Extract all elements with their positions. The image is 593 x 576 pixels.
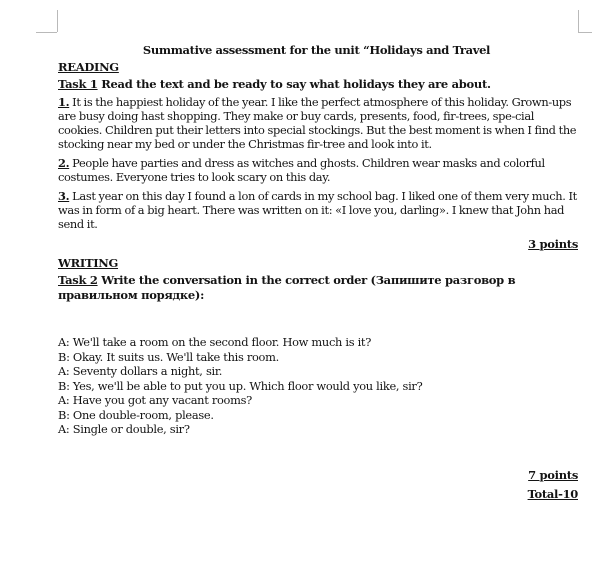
reading-paragraph-2 — [58, 156, 578, 184]
reading-paragraph-1 — [58, 95, 578, 151]
total-points: Total-10 — [527, 487, 578, 501]
paragraph-number: 3. — [58, 189, 70, 203]
task-2-number: Task 2 — [58, 273, 98, 287]
task-2-text: Write the conversation in the correct order (Запишите разговор в правильном порядке): — [58, 273, 516, 302]
task-2-instruction — [58, 273, 563, 303]
document-title: Summative assessment for the unit “Holidays and Travel — [142, 43, 491, 57]
writing-points: 7 points — [528, 468, 578, 482]
page-corner-mark-top-right — [578, 32, 592, 33]
task-1-number: Task 1 — [58, 77, 98, 91]
reading-points: 3 points — [528, 237, 578, 251]
conversation-line: B: Yes, we'll be able to put you up. Which floor would you like, sir? — [58, 378, 423, 393]
writing-heading: WRITING — [58, 256, 119, 270]
paragraph-text: Last year on this day I found a lon of cards in my school bag. I liked one of them very much. It was in form of a big heart. There was written on it: «I love you, darling». I knew that John had send it. — [58, 189, 577, 232]
task-1-text: Read the text and be ready to say what holidays they are about. — [97, 77, 491, 91]
paragraph-text: People have parties and dress as witches and ghosts. Children wear masks and colorful costumes. Everyone tries to look scary on this day. — [58, 156, 545, 185]
conversation-lines — [58, 335, 422, 437]
conversation-line: B: One double-room, please. — [58, 407, 214, 422]
reading-paragraph-3 — [58, 189, 578, 231]
paragraph-number: 1. — [58, 95, 70, 109]
conversation-line: A: Seventy dollars a night, sir. — [58, 364, 223, 378]
conversation-line: A: Single or double, sir? — [58, 422, 190, 436]
conversation-line: A: Have you got any vacant rooms? — [58, 393, 252, 407]
paragraph-number: 2. — [58, 156, 70, 170]
paragraph-text: It is the happiest holiday of the year. I like the perfect atmosphere of this holiday. Grown-ups are busy doing hast shopping. They make or buy cards, presents, food, fir-trees, spe-cial cookies. Children put their letters into special stockings. But the best moment is when I find the stocking near my bed or under the Christmas fir-tree and look into it. — [58, 95, 577, 152]
page-corner-mark-top-left — [36, 32, 57, 33]
page-corner-mark-top-right — [578, 10, 579, 32]
page-corner-mark-top-left — [57, 10, 58, 32]
conversation-line: A: We'll take a room on the second floor. How much is it? — [58, 335, 372, 349]
task-1-instruction — [58, 77, 491, 91]
conversation-line: B: Okay. It suits us. We'll take this room. — [58, 349, 279, 364]
reading-heading: READING — [58, 60, 119, 74]
